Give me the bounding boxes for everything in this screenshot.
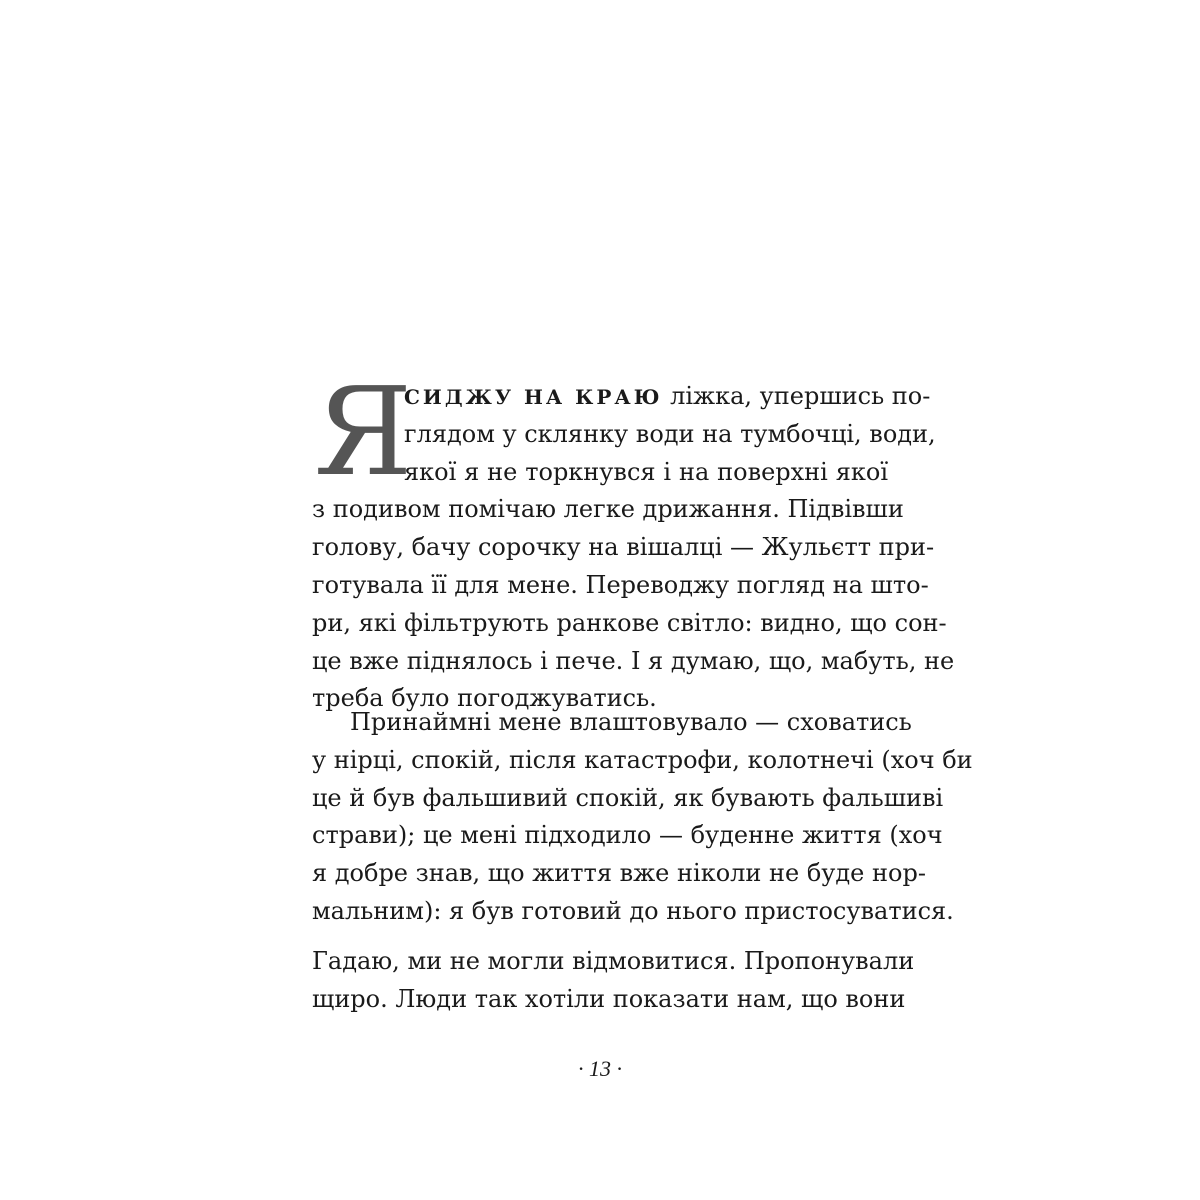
text-line: глядом у склянку води на тумбочці, води, bbox=[404, 419, 936, 448]
opening-line-wrapper bbox=[312, 378, 931, 416]
opening-rest: ліжка, упершись по- bbox=[670, 382, 931, 410]
text-line: Принаймні мене влаштовувало — сховатись bbox=[350, 708, 912, 736]
paragraph-1-full bbox=[312, 491, 955, 718]
text-line: у нірці, спокій, після катастрофи, колотнечі (хоч би bbox=[312, 745, 973, 774]
text-line: треба було погоджуватись. bbox=[312, 684, 657, 713]
text-line: голову, бачу сорочку на вішалці — Жульєтт при- bbox=[312, 533, 935, 562]
text-line: готувала її для мене. Переводжу погляд на што- bbox=[312, 570, 929, 599]
paragraph-2 bbox=[312, 704, 973, 931]
opening-small-caps: СИДЖУ НА КРАЮ bbox=[404, 385, 663, 409]
text-line: я добре знав, що життя вже ніколи не буде нор- bbox=[312, 859, 926, 888]
text-line: з подивом помічаю легке дрижання. Підвівши bbox=[312, 495, 904, 524]
text-line: щиро. Люди так хотіли показати нам, що вони bbox=[312, 984, 906, 1013]
page-number: · 13 · bbox=[578, 1056, 622, 1081]
drop-cap: Я bbox=[314, 361, 413, 503]
text-line: якої я не торкнувся і на поверхні якої bbox=[404, 457, 888, 486]
text-line: Гадаю, ми не могли відмовитися. Пропонували bbox=[312, 947, 915, 975]
text-line: це вже піднялось і пече. І я думаю, що, мабуть, не bbox=[312, 646, 955, 675]
paragraph-1-indented bbox=[404, 416, 936, 492]
text-line: ри, які фільтрують ранкове світло: видно, що сон- bbox=[312, 608, 947, 637]
paragraph-3 bbox=[312, 943, 915, 1019]
text-line: це й був фальшивий спокій, як бувають фальшиві bbox=[312, 783, 944, 812]
opening-line bbox=[404, 378, 931, 416]
text-line: страви); це мені підходило — буденне життя (хоч bbox=[312, 821, 943, 850]
text-line: мальним): я був готовий до нього пристосуватися. bbox=[312, 896, 954, 925]
